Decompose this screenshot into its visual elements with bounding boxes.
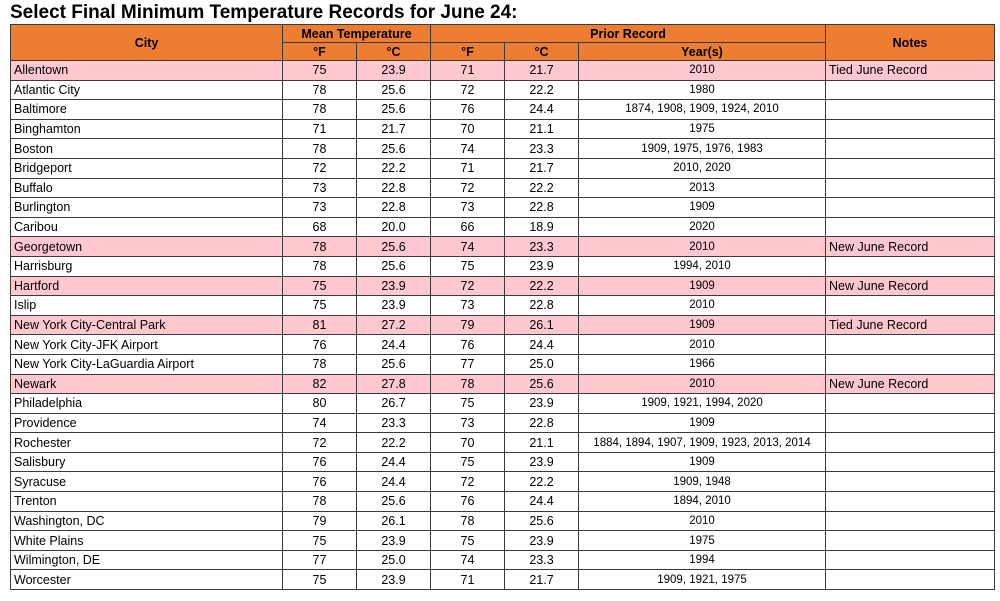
city-cell: Georgetown <box>11 237 283 257</box>
mean-f-cell: 75 <box>283 61 357 81</box>
notes-cell <box>826 511 995 531</box>
notes-cell <box>826 217 995 237</box>
header-notes: Notes <box>826 25 995 61</box>
mean-f-cell: 78 <box>283 139 357 159</box>
city-cell: Islip <box>11 296 283 316</box>
city-cell: Wilmington, DE <box>11 550 283 570</box>
city-cell: Binghamton <box>11 119 283 139</box>
table-row <box>11 198 995 218</box>
mean-f-cell: 72 <box>283 433 357 453</box>
table-row <box>11 550 995 570</box>
notes-cell <box>826 100 995 120</box>
city-cell: Hartford <box>11 276 283 296</box>
prior-c-cell: 25.6 <box>505 511 579 531</box>
years-cell: 1909, 1975, 1976, 1983 <box>579 139 826 159</box>
prior-c-cell: 25.6 <box>505 374 579 394</box>
prior-f-cell: 78 <box>431 511 505 531</box>
table-row <box>11 296 995 316</box>
header-prior-f: °F <box>431 43 505 61</box>
years-cell: 1909, 1921, 1975 <box>579 570 826 590</box>
prior-c-cell: 24.4 <box>505 492 579 512</box>
mean-f-cell: 78 <box>283 100 357 120</box>
prior-f-cell: 74 <box>431 139 505 159</box>
table-row <box>11 394 995 414</box>
years-cell: 1994, 2010 <box>579 256 826 276</box>
mean-f-cell: 77 <box>283 550 357 570</box>
city-cell: Bridgeport <box>11 158 283 178</box>
prior-c-cell: 21.7 <box>505 158 579 178</box>
prior-c-cell: 23.3 <box>505 139 579 159</box>
mean-c-cell: 26.1 <box>357 511 431 531</box>
prior-f-cell: 72 <box>431 178 505 198</box>
years-cell: 2020 <box>579 217 826 237</box>
mean-f-cell: 74 <box>283 413 357 433</box>
city-cell: Syracuse <box>11 472 283 492</box>
table-row <box>11 531 995 551</box>
table-row <box>11 433 995 453</box>
mean-f-cell: 78 <box>283 80 357 100</box>
prior-c-cell: 23.3 <box>505 550 579 570</box>
mean-c-cell: 23.9 <box>357 570 431 590</box>
table-row <box>11 276 995 296</box>
prior-f-cell: 74 <box>431 550 505 570</box>
mean-f-cell: 76 <box>283 452 357 472</box>
table-row <box>11 472 995 492</box>
notes-cell <box>826 550 995 570</box>
city-cell: Newark <box>11 374 283 394</box>
city-cell: Allentown <box>11 61 283 81</box>
header-mean-c: °C <box>357 43 431 61</box>
prior-f-cell: 73 <box>431 296 505 316</box>
city-cell: Rochester <box>11 433 283 453</box>
prior-c-cell: 22.8 <box>505 296 579 316</box>
prior-f-cell: 71 <box>431 570 505 590</box>
notes-cell: Tied June Record <box>826 61 995 81</box>
header-mean-temperature: Mean Temperature <box>283 25 431 43</box>
prior-f-cell: 73 <box>431 413 505 433</box>
prior-c-cell: 22.2 <box>505 80 579 100</box>
city-cell: Buffalo <box>11 178 283 198</box>
mean-c-cell: 25.6 <box>357 139 431 159</box>
years-cell: 1909 <box>579 413 826 433</box>
years-cell: 2010 <box>579 296 826 316</box>
prior-c-cell: 22.2 <box>505 472 579 492</box>
mean-c-cell: 27.2 <box>357 315 431 335</box>
mean-f-cell: 78 <box>283 237 357 257</box>
header-prior-record: Prior Record <box>431 25 826 43</box>
prior-f-cell: 74 <box>431 237 505 257</box>
mean-f-cell: 76 <box>283 335 357 355</box>
mean-f-cell: 75 <box>283 531 357 551</box>
mean-f-cell: 81 <box>283 315 357 335</box>
prior-f-cell: 71 <box>431 158 505 178</box>
notes-cell <box>826 452 995 472</box>
prior-f-cell: 75 <box>431 452 505 472</box>
prior-c-cell: 22.8 <box>505 198 579 218</box>
notes-cell <box>826 354 995 374</box>
city-cell: Trenton <box>11 492 283 512</box>
years-cell: 1909 <box>579 276 826 296</box>
prior-c-cell: 21.7 <box>505 61 579 81</box>
prior-f-cell: 78 <box>431 374 505 394</box>
table-row <box>11 452 995 472</box>
table-row <box>11 217 995 237</box>
notes-cell <box>826 256 995 276</box>
years-cell: 1874, 1908, 1909, 1924, 2010 <box>579 100 826 120</box>
mean-f-cell: 68 <box>283 217 357 237</box>
table-row <box>11 61 995 81</box>
mean-c-cell: 23.9 <box>357 531 431 551</box>
mean-c-cell: 24.4 <box>357 335 431 355</box>
mean-c-cell: 25.6 <box>357 354 431 374</box>
prior-f-cell: 75 <box>431 394 505 414</box>
notes-cell: Tied June Record <box>826 315 995 335</box>
city-cell: Caribou <box>11 217 283 237</box>
mean-c-cell: 21.7 <box>357 119 431 139</box>
mean-f-cell: 75 <box>283 570 357 590</box>
header-prior-c: °C <box>505 43 579 61</box>
city-cell: White Plains <box>11 531 283 551</box>
table-row <box>11 139 995 159</box>
mean-c-cell: 22.2 <box>357 158 431 178</box>
notes-cell <box>826 80 995 100</box>
years-cell: 1975 <box>579 531 826 551</box>
table-row <box>11 335 995 355</box>
mean-f-cell: 75 <box>283 276 357 296</box>
table-row <box>11 315 995 335</box>
mean-f-cell: 75 <box>283 296 357 316</box>
notes-cell <box>826 570 995 590</box>
prior-f-cell: 79 <box>431 315 505 335</box>
prior-f-cell: 77 <box>431 354 505 374</box>
mean-c-cell: 25.6 <box>357 80 431 100</box>
mean-c-cell: 25.6 <box>357 100 431 120</box>
city-cell: New York City-LaGuardia Airport <box>11 354 283 374</box>
prior-c-cell: 21.1 <box>505 119 579 139</box>
mean-f-cell: 79 <box>283 511 357 531</box>
prior-f-cell: 75 <box>431 531 505 551</box>
notes-cell <box>826 492 995 512</box>
city-cell: Baltimore <box>11 100 283 120</box>
city-cell: New York City-Central Park <box>11 315 283 335</box>
years-cell: 1909, 1948 <box>579 472 826 492</box>
city-cell: New York City-JFK Airport <box>11 335 283 355</box>
page-title: Select Final Minimum Temperature Records for June 24: <box>10 2 518 23</box>
mean-c-cell: 22.8 <box>357 198 431 218</box>
table-row <box>11 237 995 257</box>
years-cell: 1909 <box>579 315 826 335</box>
mean-c-cell: 26.7 <box>357 394 431 414</box>
years-cell: 1994 <box>579 550 826 570</box>
mean-f-cell: 78 <box>283 354 357 374</box>
prior-c-cell: 23.9 <box>505 452 579 472</box>
prior-f-cell: 70 <box>431 119 505 139</box>
prior-c-cell: 25.0 <box>505 354 579 374</box>
years-cell: 2010 <box>579 511 826 531</box>
mean-c-cell: 23.9 <box>357 276 431 296</box>
prior-f-cell: 73 <box>431 198 505 218</box>
years-cell: 2010 <box>579 374 826 394</box>
prior-c-cell: 21.1 <box>505 433 579 453</box>
mean-c-cell: 23.9 <box>357 296 431 316</box>
years-cell: 2013 <box>579 178 826 198</box>
years-cell: 1975 <box>579 119 826 139</box>
notes-cell <box>826 433 995 453</box>
table-row <box>11 256 995 276</box>
table-body <box>11 61 995 590</box>
mean-c-cell: 22.2 <box>357 433 431 453</box>
years-cell: 2010 <box>579 335 826 355</box>
mean-c-cell: 22.8 <box>357 178 431 198</box>
notes-cell <box>826 531 995 551</box>
prior-f-cell: 75 <box>431 256 505 276</box>
notes-cell <box>826 394 995 414</box>
prior-f-cell: 70 <box>431 433 505 453</box>
table-row <box>11 178 995 198</box>
notes-cell <box>826 296 995 316</box>
years-cell: 2010 <box>579 237 826 257</box>
prior-f-cell: 71 <box>431 61 505 81</box>
records-table <box>10 24 995 590</box>
mean-c-cell: 25.0 <box>357 550 431 570</box>
mean-f-cell: 76 <box>283 472 357 492</box>
city-cell: Philadelphia <box>11 394 283 414</box>
city-cell: Harrisburg <box>11 256 283 276</box>
mean-c-cell: 24.4 <box>357 452 431 472</box>
prior-f-cell: 76 <box>431 100 505 120</box>
years-cell: 1980 <box>579 80 826 100</box>
mean-c-cell: 25.6 <box>357 256 431 276</box>
prior-f-cell: 76 <box>431 335 505 355</box>
header-years: Year(s) <box>579 43 826 61</box>
table-row <box>11 119 995 139</box>
prior-c-cell: 23.9 <box>505 531 579 551</box>
table-row <box>11 158 995 178</box>
prior-f-cell: 72 <box>431 472 505 492</box>
mean-c-cell: 25.6 <box>357 237 431 257</box>
mean-c-cell: 24.4 <box>357 472 431 492</box>
mean-f-cell: 73 <box>283 178 357 198</box>
city-cell: Boston <box>11 139 283 159</box>
prior-c-cell: 21.7 <box>505 570 579 590</box>
notes-cell <box>826 158 995 178</box>
city-cell: Worcester <box>11 570 283 590</box>
mean-f-cell: 71 <box>283 119 357 139</box>
notes-cell <box>826 198 995 218</box>
city-cell: Providence <box>11 413 283 433</box>
notes-cell: New June Record <box>826 276 995 296</box>
mean-f-cell: 80 <box>283 394 357 414</box>
years-cell: 1884, 1894, 1907, 1909, 1923, 2013, 2014 <box>579 433 826 453</box>
mean-f-cell: 78 <box>283 492 357 512</box>
mean-c-cell: 20.0 <box>357 217 431 237</box>
mean-c-cell: 23.9 <box>357 61 431 81</box>
notes-cell: New June Record <box>826 374 995 394</box>
prior-f-cell: 76 <box>431 492 505 512</box>
mean-c-cell: 25.6 <box>357 492 431 512</box>
years-cell: 1909 <box>579 452 826 472</box>
prior-c-cell: 22.2 <box>505 178 579 198</box>
prior-c-cell: 24.4 <box>505 100 579 120</box>
years-cell: 1909, 1921, 1994, 2020 <box>579 394 826 414</box>
prior-c-cell: 24.4 <box>505 335 579 355</box>
mean-f-cell: 82 <box>283 374 357 394</box>
notes-cell <box>826 178 995 198</box>
years-cell: 1909 <box>579 198 826 218</box>
prior-f-cell: 72 <box>431 80 505 100</box>
table-row <box>11 413 995 433</box>
prior-c-cell: 23.3 <box>505 237 579 257</box>
table-row <box>11 100 995 120</box>
mean-f-cell: 72 <box>283 158 357 178</box>
years-cell: 1894, 2010 <box>579 492 826 512</box>
header-mean-f: °F <box>283 43 357 61</box>
prior-c-cell: 22.2 <box>505 276 579 296</box>
prior-f-cell: 66 <box>431 217 505 237</box>
notes-cell <box>826 472 995 492</box>
table-row <box>11 80 995 100</box>
prior-f-cell: 72 <box>431 276 505 296</box>
table-row <box>11 492 995 512</box>
mean-f-cell: 73 <box>283 198 357 218</box>
prior-c-cell: 23.9 <box>505 256 579 276</box>
city-cell: Burlington <box>11 198 283 218</box>
table-row <box>11 354 995 374</box>
city-cell: Salisbury <box>11 452 283 472</box>
mean-c-cell: 27.8 <box>357 374 431 394</box>
mean-c-cell: 23.3 <box>357 413 431 433</box>
prior-c-cell: 23.9 <box>505 394 579 414</box>
years-cell: 2010, 2020 <box>579 158 826 178</box>
prior-c-cell: 22.8 <box>505 413 579 433</box>
notes-cell: New June Record <box>826 237 995 257</box>
years-cell: 2010 <box>579 61 826 81</box>
notes-cell <box>826 119 995 139</box>
table-row <box>11 511 995 531</box>
city-cell: Washington, DC <box>11 511 283 531</box>
table-row <box>11 374 995 394</box>
header-city: City <box>11 25 283 61</box>
prior-c-cell: 26.1 <box>505 315 579 335</box>
prior-c-cell: 18.9 <box>505 217 579 237</box>
table-row <box>11 570 995 590</box>
notes-cell <box>826 413 995 433</box>
city-cell: Atlantic City <box>11 80 283 100</box>
mean-f-cell: 78 <box>283 256 357 276</box>
notes-cell <box>826 335 995 355</box>
years-cell: 1966 <box>579 354 826 374</box>
notes-cell <box>826 139 995 159</box>
